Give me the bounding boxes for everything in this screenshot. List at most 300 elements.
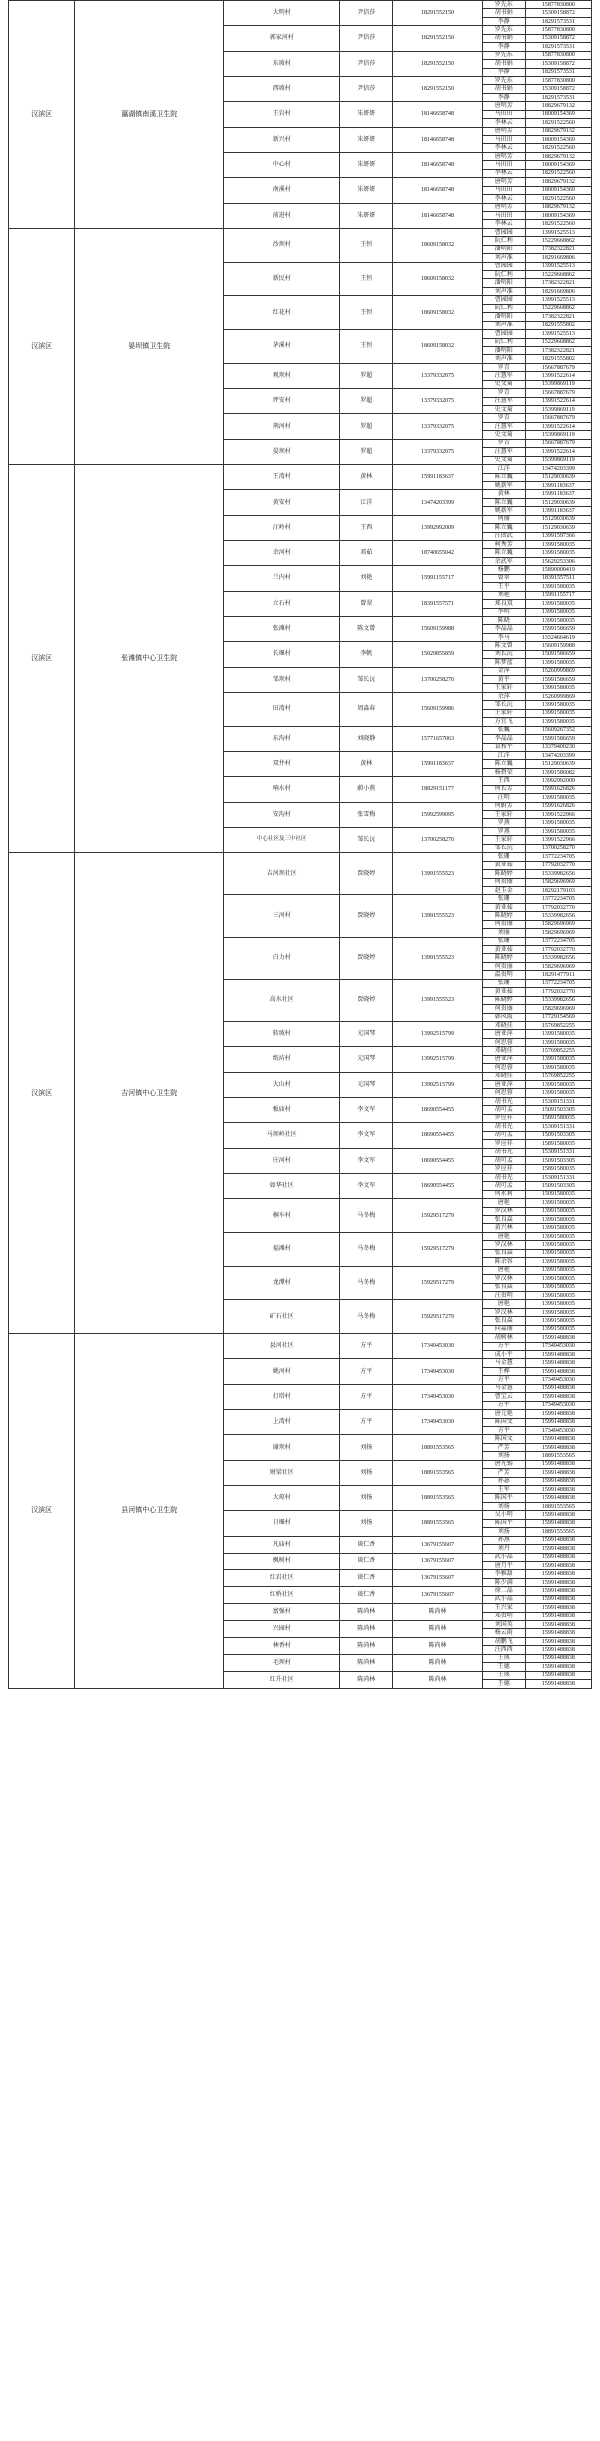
contact-phone-cell: 18291552150 [393,1,482,26]
staff-phone-cell: 15091503305 [525,1182,591,1190]
staff-phone-cell: 15399869119 [525,380,591,388]
contact-name-cell: 邹长沅 [340,827,393,852]
staff-phone-cell: 13991580035 [525,1325,591,1333]
contact-name-cell: 黄林 [340,751,393,776]
staff-name-cell: 成小平 [482,1351,525,1359]
health-center-cell: 瀛湖镇南溪卫生院 [75,1,224,229]
contact-name-cell: 黄林 [340,465,393,490]
staff-name-cell: 方平 [482,1342,525,1350]
staff-name-cell: 袁和平 [482,743,525,751]
staff-name-cell: 杨鹏 [482,566,525,574]
contact-phone-cell: 18891553565 [393,1511,482,1536]
contact-name-cell: 王恒 [340,262,393,296]
staff-name-cell: 陈立巍 [482,524,525,532]
staff-phone-cell: 17729154569 [525,1013,591,1021]
contact-phone-cell: 13474203399 [393,490,482,515]
health-center-cell: 吉河镇中心卫生院 [75,853,224,1334]
staff-phone-cell: 18292179103 [525,886,591,894]
staff-name-cell: 张良焱 [482,1249,525,1257]
staff-phone-cell: 15991626826 [525,785,591,793]
staff-phone-cell: 18829679132 [525,203,591,211]
staff-name-cell: 刘长沅 [482,650,525,658]
staff-name-cell: 唐艳 [482,1266,525,1274]
staff-phone-cell: 13991580035 [525,1291,591,1299]
staff-name-cell: 潘明阳 [482,313,525,321]
staff-name-cell: 邓晓佳 [482,1047,525,1055]
staff-phone-cell: 15229668862 [525,271,591,279]
contact-phone-cell: 18146658748 [393,178,482,203]
staff-phone-cell: 13991522614 [525,372,591,380]
contact-name-cell: 罗超 [340,389,393,414]
staff-phone-cell: 15129030639 [525,498,591,506]
staff-name-cell: 何长芳 [482,785,525,793]
contact-phone-cell: 13992515799 [393,1047,482,1072]
staff-phone-cell: 13991580035 [525,616,591,624]
staff-phone-cell: 18829679132 [525,178,591,186]
staff-phone-cell: 15991488838 [525,1460,591,1468]
staff-phone-cell: 18391557511 [525,574,591,582]
contact-name-cell: 贾晓婷 [340,853,393,895]
contact-phone-cell: 18146658748 [393,203,482,228]
staff-name-cell: 刘声准 [482,287,525,295]
district-cell: 汉滨区 [9,228,75,464]
staff-name-cell: 潘明阳 [482,346,525,354]
staff-name-cell: 张珊 [482,937,525,945]
staff-name-cell: 刘丽 [482,929,525,937]
staff-name-cell: 武小晶 [482,1595,525,1603]
staff-name-cell: 陈文曾 [482,642,525,650]
staff-name-cell: 胡可孟 [482,1182,525,1190]
staff-name-cell: 汪慧军 [482,448,525,456]
staff-name-cell: 江洋 [482,751,525,759]
village-name-cell: 黄安村 [224,490,340,515]
staff-phone-cell: 15991488838 [525,1553,591,1561]
staff-phone-cell: 17349453030 [525,1376,591,1384]
staff-name-cell: 徐二晶 [482,1587,525,1595]
staff-name-cell: 向嘉丽 [482,1325,525,1333]
staff-name-cell: 胡书光 [482,1123,525,1131]
staff-name-cell: 曹园园 [482,228,525,236]
staff-name-cell: 唐明芳 [482,152,525,160]
staff-name-cell: 罗青 [482,414,525,422]
staff-phone-cell: 15991488838 [525,1654,591,1662]
contact-phone-cell: 18891553565 [393,1460,482,1485]
staff-name-cell: 史文菊 [482,431,525,439]
staff-name-cell: 汪慧军 [482,422,525,430]
staff-name-cell: 汪慧军 [482,372,525,380]
staff-name-cell: 陈立巍 [482,498,525,506]
village-name-cell: 大琼村 [224,1486,340,1511]
staff-name-cell: 李静 [482,68,525,76]
staff-phone-cell: 15991488838 [525,1486,591,1494]
staff-name-cell: 胡书娟 [482,60,525,68]
contact-name-cell: 李文军 [340,1123,393,1148]
staff-phone-cell: 13991580035 [525,701,591,709]
contact-name-cell: 王恒 [340,228,393,262]
staff-name-cell: 胡书光 [482,1148,525,1156]
staff-phone-cell: 15991488838 [525,1351,591,1359]
staff-name-cell: 李林云 [482,119,525,127]
village-name-cell: 桐车村 [224,1199,340,1233]
staff-phone-cell: 13991525513 [525,296,591,304]
contact-name-cell: 方平 [340,1410,393,1435]
village-name-cell: 茅溪村 [224,330,340,364]
staff-phone-cell: 13991580035 [525,1055,591,1063]
staff-phone-cell: 15991586659 [525,625,591,633]
staff-phone-cell: 15991488838 [525,1410,591,1418]
staff-phone-cell: 15891580035 [525,1165,591,1173]
village-name-cell: 矿石社区 [224,1300,340,1334]
staff-phone-cell: 13991580035 [525,718,591,726]
contact-phone-cell: 15929517279 [393,1300,482,1334]
staff-name-cell: 余萍 [482,692,525,700]
village-name-cell: 晏坝村 [224,439,340,464]
staff-name-cell: 李静 [482,93,525,101]
staff-phone-cell: 13772234705 [525,853,591,861]
contact-phone-cell: 13679155607 [393,1553,482,1570]
staff-name-cell: 何贵丽 [482,1005,525,1013]
staff-name-cell: 武小晶 [482,1553,525,1561]
table-row [9,1,592,9]
contact-phone-cell: 18146658748 [393,102,482,127]
staff-name-cell: 史文菊 [482,406,525,414]
village-name-cell: 王湾村 [224,465,340,490]
contact-name-cell: 蔚小燕 [340,777,393,802]
contact-name-cell: 陈尚林 [340,1654,393,1671]
table-row [9,1334,592,1342]
staff-phone-cell: 15890000419 [525,566,591,574]
village-name-cell: 前进村 [224,203,340,228]
staff-phone-cell: 17792032770 [525,988,591,996]
staff-phone-cell: 18291522560 [525,169,591,177]
table-row [9,465,592,473]
staff-phone-cell: 15667887679 [525,414,591,422]
staff-phone-cell: 13991580035 [525,1300,591,1308]
staff-phone-cell: 15129030639 [525,473,591,481]
health-center-cell: 县河镇中心卫生院 [75,1334,224,1688]
table-row [9,228,592,236]
staff-phone-cell: 18291522560 [525,220,591,228]
staff-phone-cell: 13991580035 [525,600,591,608]
staff-phone-cell: 15309158872 [525,34,591,42]
village-name-cell: 沙坝村 [224,228,340,262]
staff-phone-cell: 18891553565 [525,1528,591,1536]
contact-name-cell: 元国琴 [340,1047,393,1072]
staff-phone-cell: 15991488838 [525,1334,591,1342]
staff-name-cell: 胡书光 [482,1097,525,1105]
staff-name-cell: 柯秀芳 [482,541,525,549]
contact-name-cell: 周淼春 [340,692,393,726]
staff-name-cell: 曹宝云 [482,1393,525,1401]
contact-phone-cell: 15991155717 [393,566,482,591]
contact-name-cell: 李文军 [340,1097,393,1122]
staff-name-cell: 黄亚茹 [482,988,525,996]
staff-name-cell: 刘扬 [482,1502,525,1510]
staff-phone-cell: 15309158872 [525,60,591,68]
staff-name-cell: 杨碧荣 [482,768,525,776]
contact-name-cell: 朱妍妍 [340,178,393,203]
contact-name-cell: 李文军 [340,1173,393,1198]
staff-name-cell: 罗燕 [482,827,525,835]
staff-phone-cell: 15609159988 [525,642,591,650]
staff-name-cell: 严芳 [482,1469,525,1477]
staff-name-cell: 江洋 [482,465,525,473]
contact-phone-cell: 18891553565 [393,1486,482,1511]
staff-name-cell: 李静 [482,17,525,25]
staff-name-cell: 金萍 [482,667,525,675]
village-name-cell: 东坡村 [224,51,340,76]
staff-name-cell: 方平 [482,1426,525,1434]
staff-name-cell: 王德 [482,1663,525,1671]
contact-phone-cell: 15609159988 [393,616,482,641]
staff-phone-cell: 15260999869 [525,692,591,700]
staff-name-cell: 曹园园 [482,262,525,270]
staff-phone-cell: 17792032770 [525,946,591,954]
staff-name-cell: 胡书娟 [482,34,525,42]
staff-phone-cell: 15260999869 [525,667,591,675]
contact-phone-cell: 陈尚林 [393,1637,482,1654]
staff-name-cell: 王瑛 [482,1671,525,1679]
staff-phone-cell: 17382322821 [525,279,591,287]
staff-phone-cell: 18291522560 [525,144,591,152]
contact-name-cell: 马冬梅 [340,1232,393,1266]
staff-phone-cell: 13772234705 [525,895,591,903]
staff-phone-cell: 15229668862 [525,338,591,346]
village-name-cell: 安沟村 [224,802,340,827]
contact-name-cell: 马冬梅 [340,1300,393,1334]
district-cell: 汉滨区 [9,1334,75,1688]
staff-name-cell: 史文菊 [482,456,525,464]
contact-name-cell: 曾翠 [340,591,393,616]
staff-phone-cell: 13991597366 [525,532,591,540]
staff-name-cell: 李林云 [482,169,525,177]
staff-phone-cell: 18291573531 [525,68,591,76]
staff-phone-cell: 15339982656 [525,954,591,962]
staff-name-cell: 陈少满 [482,1578,525,1586]
village-name-cell: 张滩村 [224,616,340,641]
contact-name-cell: 朱妍妍 [340,102,393,127]
staff-name-cell: 汪西西 [482,1646,525,1654]
staff-name-cell: 唐明芳 [482,203,525,211]
staff-phone-cell: 18009154369 [525,110,591,118]
staff-name-cell: 罗先东 [482,51,525,59]
staff-name-cell: 余武军 [482,557,525,565]
staff-phone-cell: 13991522614 [525,397,591,405]
staff-name-cell: 罗应祥 [482,1165,525,1173]
staff-name-cell: 唐明芳 [482,178,525,186]
staff-name-cell: 黄亚茹 [482,946,525,954]
contact-phone-cell: 陈尚林 [393,1604,482,1621]
village-name-cell: 财梁社区 [224,1460,340,1485]
contact-name-cell: 王恒 [340,296,393,330]
staff-name-cell: 陈立巍 [482,473,525,481]
contact-phone-cell: 18829151177 [393,777,482,802]
staff-phone-cell: 17792032770 [525,861,591,869]
staff-name-cell: 马田田 [482,211,525,219]
staff-phone-cell: 18009154369 [525,136,591,144]
staff-name-cell: 张巍 [482,726,525,734]
staff-phone-cell: 15991488838 [525,1612,591,1620]
staff-phone-cell: 13991580035 [525,1089,591,1097]
staff-phone-cell: 13991580035 [525,549,591,557]
staff-name-cell: 唐元艳 [482,1410,525,1418]
village-name-cell: 新民村 [224,262,340,296]
staff-phone-cell: 13991580035 [525,819,591,827]
staff-name-cell: 罗先东 [482,76,525,84]
staff-name-cell: 刘扬 [482,1528,525,1536]
staff-name-cell: 罗应祥 [482,1140,525,1148]
staff-name-cell: 王德 [482,1680,525,1688]
staff-name-cell: 李雅甜 [482,1570,525,1578]
staff-name-cell: 潘明阳 [482,245,525,253]
village-name-cell: 立石村 [224,591,340,616]
contact-phone-cell: 15029855859 [393,642,482,667]
staff-phone-cell: 15991488838 [525,1578,591,1586]
staff-name-cell: 王家轩 [482,684,525,692]
contact-name-cell: 陈文曾 [340,616,393,641]
staff-name-cell: 黄亚茹 [482,861,525,869]
staff-phone-cell: 15991488838 [525,1545,591,1553]
contact-name-cell: 元国琴 [340,1072,393,1097]
staff-name-cell: 何思蓉 [482,1064,525,1072]
contact-phone-cell: 18609158032 [393,330,482,364]
staff-name-cell: 马金慧 [482,1359,525,1367]
village-name-cell: 荆河村 [224,414,340,439]
contact-phone-cell: 18609158032 [393,262,482,296]
staff-name-cell: 王瑛 [482,1654,525,1662]
staff-phone-cell: 15229668862 [525,304,591,312]
staff-phone-cell: 15991488838 [525,1384,591,1392]
staff-phone-cell: 15829696969 [525,878,591,886]
village-name-cell: 东沟村 [224,726,340,751]
village-name-cell: 中心社区及三中社区 [224,827,340,852]
contact-phone-cell: 18291552150 [393,51,482,76]
staff-phone-cell: 15667887679 [525,363,591,371]
staff-name-cell: 陈国平 [482,1519,525,1527]
contact-name-cell: 李帆 [340,642,393,667]
staff-name-cell: 唐光锡 [482,1460,525,1468]
staff-name-cell: 严芳 [482,1443,525,1451]
staff-phone-cell: 13474203399 [525,465,591,473]
contact-phone-cell: 18740655042 [393,541,482,566]
staff-name-cell: 罗汉林 [482,1308,525,1316]
staff-phone-cell: 15991488838 [525,1595,591,1603]
contact-name-cell: 方平 [340,1334,393,1359]
staff-name-cell: 刘国英 [482,1621,525,1629]
staff-phone-cell: 17349453030 [525,1342,591,1350]
staff-name-cell: 张珊 [482,853,525,861]
village-name-cell: 观坝村 [224,363,340,388]
staff-name-cell: 陈晓 [482,616,525,624]
contact-phone-cell: 15929517279 [393,1199,482,1233]
data-table [8,0,592,1689]
village-name-cell: 红花村 [224,296,340,330]
staff-name-cell: 唐明芳 [482,102,525,110]
contact-name-cell: 李文军 [340,1148,393,1173]
contact-phone-cell: 13679155607 [393,1536,482,1553]
staff-phone-cell: 18291573531 [525,17,591,25]
staff-phone-cell: 13991580035 [525,1308,591,1316]
staff-phone-cell: 15609267352 [525,726,591,734]
staff-name-cell: 张良焱 [482,1216,525,1224]
staff-phone-cell: 13991580035 [525,1275,591,1283]
staff-name-cell: 陈晓婷 [482,954,525,962]
staff-name-cell: 罗燕 [482,819,525,827]
contact-name-cell: 尹信莎 [340,26,393,51]
staff-name-cell: 黄平 [482,676,525,684]
staff-phone-cell: 13991586082 [525,768,591,776]
staff-phone-cell: 13991580035 [525,1266,591,1274]
staff-name-cell: 胡鹏飞 [482,1637,525,1645]
staff-phone-cell: 13991183637 [525,481,591,489]
staff-name-cell: 方宜飞 [482,718,525,726]
staff-phone-cell: 13991580035 [525,1064,591,1072]
staff-phone-cell: 15399869119 [525,406,591,414]
contact-phone-cell: 15991183637 [393,751,482,776]
staff-phone-cell: 13991580035 [525,1038,591,1046]
staff-phone-cell: 15891580035 [525,1114,591,1122]
staff-phone-cell: 15991488838 [525,1359,591,1367]
contact-phone-cell: 13379332075 [393,439,482,464]
staff-phone-cell: 15991488838 [525,1604,591,1612]
village-name-cell: 余河村 [224,541,340,566]
staff-phone-cell: 15991488838 [525,1629,591,1637]
contact-name-cell: 方平 [340,1359,393,1384]
contact-phone-cell: 13992515799 [393,1021,482,1046]
contact-name-cell: 陈尚林 [340,1671,393,1688]
contact-name-cell: 刘扬 [340,1460,393,1485]
staff-phone-cell: 17382322821 [525,313,591,321]
staff-name-cell: 李马 [482,633,525,641]
staff-name-cell: 温贵明 [482,971,525,979]
staff-name-cell: 陈余容 [482,1258,525,1266]
village-name-cell: 毛坝村 [224,1654,340,1671]
contact-phone-cell: 13700258270 [393,667,482,692]
contact-phone-cell: 18690554455 [393,1097,482,1122]
staff-name-cell: 陈立巍 [482,760,525,768]
district-cell: 汉滨区 [9,465,75,853]
village-name-cell: 姚河村 [224,1359,340,1384]
staff-name-cell: 马金慧 [482,1384,525,1392]
contact-phone-cell: 陈尚林 [393,1654,482,1671]
staff-name-cell: 孙燕 [482,1536,525,1544]
contact-phone-cell: 18690554455 [393,1173,482,1198]
staff-phone-cell: 15991488838 [525,1418,591,1426]
staff-phone-cell: 15991488838 [525,1637,591,1645]
contact-name-cell: 谈仁香 [340,1536,393,1553]
staff-name-cell: 罗青 [482,389,525,397]
staff-phone-cell: 13474203399 [525,751,591,759]
staff-phone-cell: 13991580035 [525,1232,591,1240]
staff-name-cell: 唐月平 [482,1561,525,1569]
staff-name-cell: 王兴家 [482,1604,525,1612]
staff-name-cell: 胡书光 [482,1173,525,1181]
staff-name-cell: 黄兴林 [482,1224,525,1232]
contact-phone-cell: 13991555523 [393,853,482,895]
staff-name-cell: 何蔚芳 [482,802,525,810]
staff-name-cell: 罗汉林 [482,1207,525,1215]
staff-phone-cell: 15991488838 [525,1680,591,1688]
contact-name-cell: 方平 [340,1384,393,1409]
contact-name-cell: 朱妍妍 [340,203,393,228]
staff-name-cell: 吴小明 [482,1511,525,1519]
staff-name-cell: 邹长沅 [482,844,525,852]
staff-name-cell: 阮仁利 [482,237,525,245]
staff-phone-cell: 13991183637 [525,507,591,515]
staff-name-cell: 邹长沅 [482,701,525,709]
staff-name-cell: 汪慧军 [482,397,525,405]
staff-phone-cell: 15991488838 [525,1477,591,1485]
